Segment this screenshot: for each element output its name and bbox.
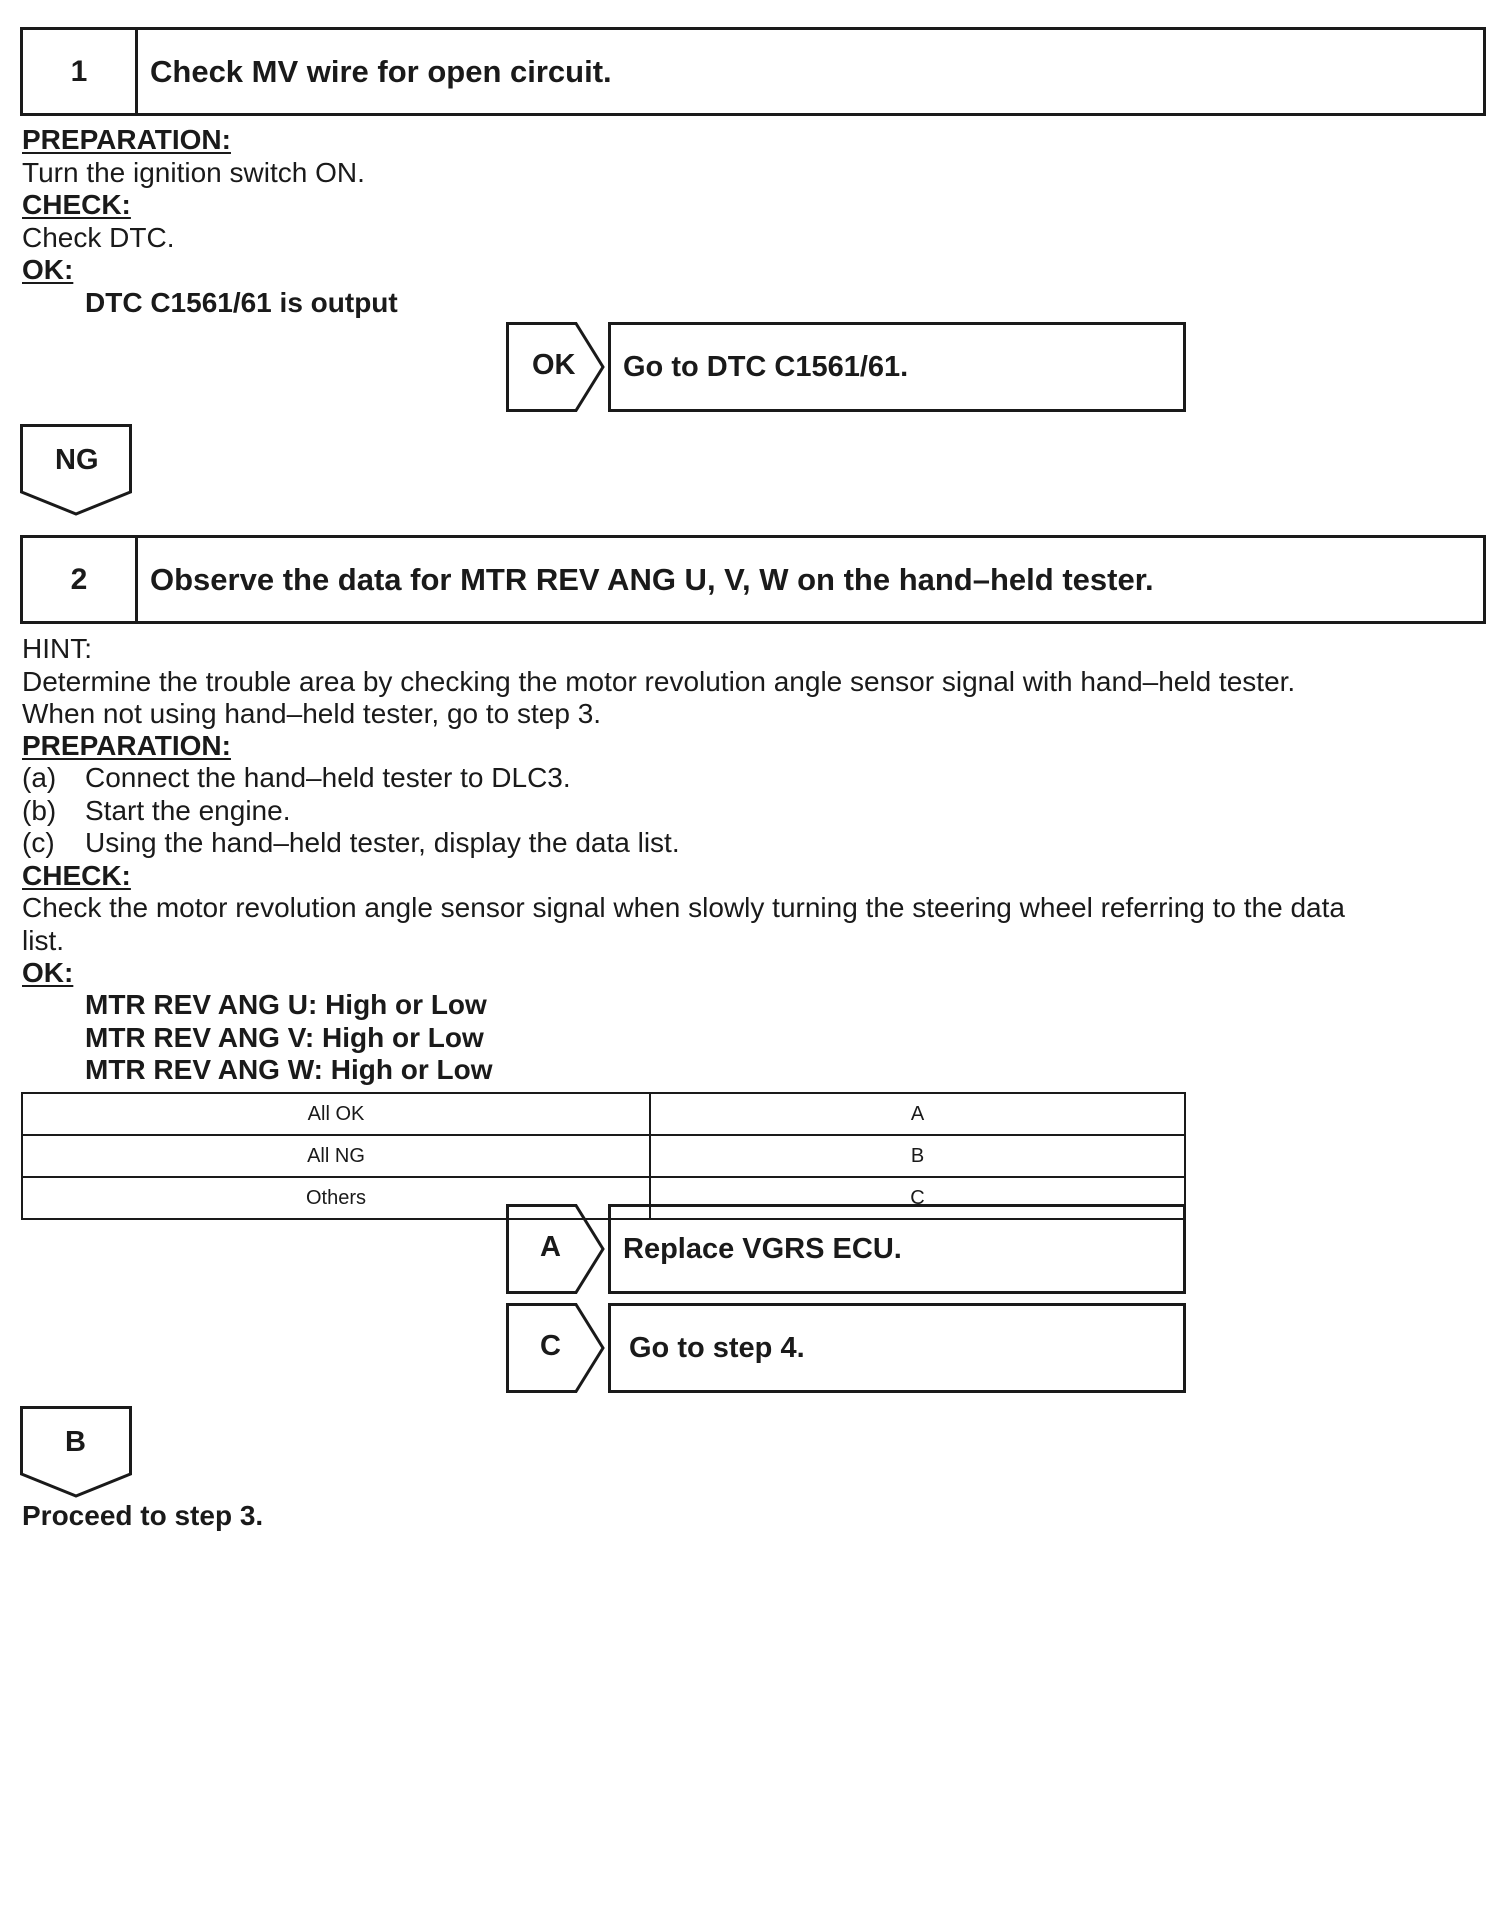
step-1-check-heading: CHECK: xyxy=(22,189,131,220)
step-1-ng-tag: NG xyxy=(55,444,99,476)
step-2-c-result: Go to step 4. xyxy=(608,1303,1186,1393)
step-2-b-tag: B xyxy=(65,1426,86,1458)
step-2-check-line-2: list. xyxy=(22,925,64,956)
step-1-ok-tag: OK xyxy=(532,349,576,381)
step-1-ok-spec: DTC C1561/61 is output xyxy=(85,287,398,318)
step-2-ok-spec: MTR REV ANG V: High or Low xyxy=(85,1022,484,1053)
table-cell-code: C xyxy=(650,1177,1185,1219)
step-2-header xyxy=(20,535,1486,624)
step-1-header xyxy=(20,27,1486,116)
prep-item-text: Start the engine. xyxy=(85,795,291,826)
step-2-a-tag: A xyxy=(540,1231,561,1263)
step-1-preparation-heading: PREPARATION: xyxy=(22,124,231,155)
table-cell-code: B xyxy=(650,1135,1185,1177)
step-2-check-heading: CHECK: xyxy=(22,860,131,891)
step-2-c-branch-arrow xyxy=(506,1303,606,1393)
step-2-a-branch-arrow xyxy=(506,1204,606,1294)
step-2-ok-spec: MTR REV ANG U: High or Low xyxy=(85,989,487,1020)
step-1-ok-heading: OK: xyxy=(22,254,74,285)
step-2-b-branch-arrow xyxy=(20,1406,132,1498)
step-2-a-result: Replace VGRS ECU. xyxy=(608,1204,1186,1294)
step-1-ok-result: Go to DTC C1561/61. xyxy=(608,322,1186,412)
prep-item-text: Using the hand–held tester, display the data list. xyxy=(85,827,680,858)
prep-item-marker: (a) xyxy=(22,762,57,793)
table-cell-condition: All NG xyxy=(22,1135,650,1177)
step-2-ok-spec: MTR REV ANG W: High or Low xyxy=(85,1054,493,1085)
step-1-preparation-text: Turn the ignition switch ON. xyxy=(22,157,365,188)
step-2-number: 2 xyxy=(23,538,138,621)
step-2-preparation-heading: PREPARATION: xyxy=(22,730,231,761)
table-cell-condition: All OK xyxy=(22,1093,650,1135)
prep-item-text: Connect the hand–held tester to DLC3. xyxy=(85,762,571,793)
step-2-check-line-1: Check the motor revolution angle sensor signal when slowly turning the steering wheel referring to the data xyxy=(22,892,1345,923)
step-2-c-tag: C xyxy=(540,1330,561,1362)
step-2-title: Observe the data for MTR REV ANG U, V, W on the hand–held tester. xyxy=(150,561,1154,597)
step-2-hint-line-1: Determine the trouble area by checking the motor revolution angle sensor signal with hand–held tester. xyxy=(22,666,1296,697)
step-2-hint-label: HINT: xyxy=(22,633,92,664)
table-row xyxy=(22,1135,1185,1177)
next-action: Proceed to step 3. xyxy=(22,1500,264,1531)
step-1-ng-branch-arrow xyxy=(20,424,132,516)
step-1-check-text: Check DTC. xyxy=(22,222,175,253)
table-cell-code: A xyxy=(650,1093,1185,1135)
table-cell-condition: Others xyxy=(22,1177,650,1219)
table-row xyxy=(22,1093,1185,1135)
step-1-ok-branch-arrow xyxy=(506,322,606,412)
step-2-hint-line-2: When not using hand–held tester, go to step 3. xyxy=(22,698,602,729)
prep-item-marker: (c) xyxy=(22,827,55,858)
step-1-title: Check MV wire for open circuit. xyxy=(150,53,612,89)
step-1-number: 1 xyxy=(23,30,138,113)
prep-item-marker: (b) xyxy=(22,795,57,826)
result-table xyxy=(21,1092,1186,1220)
step-2-ok-heading: OK: xyxy=(22,957,74,988)
